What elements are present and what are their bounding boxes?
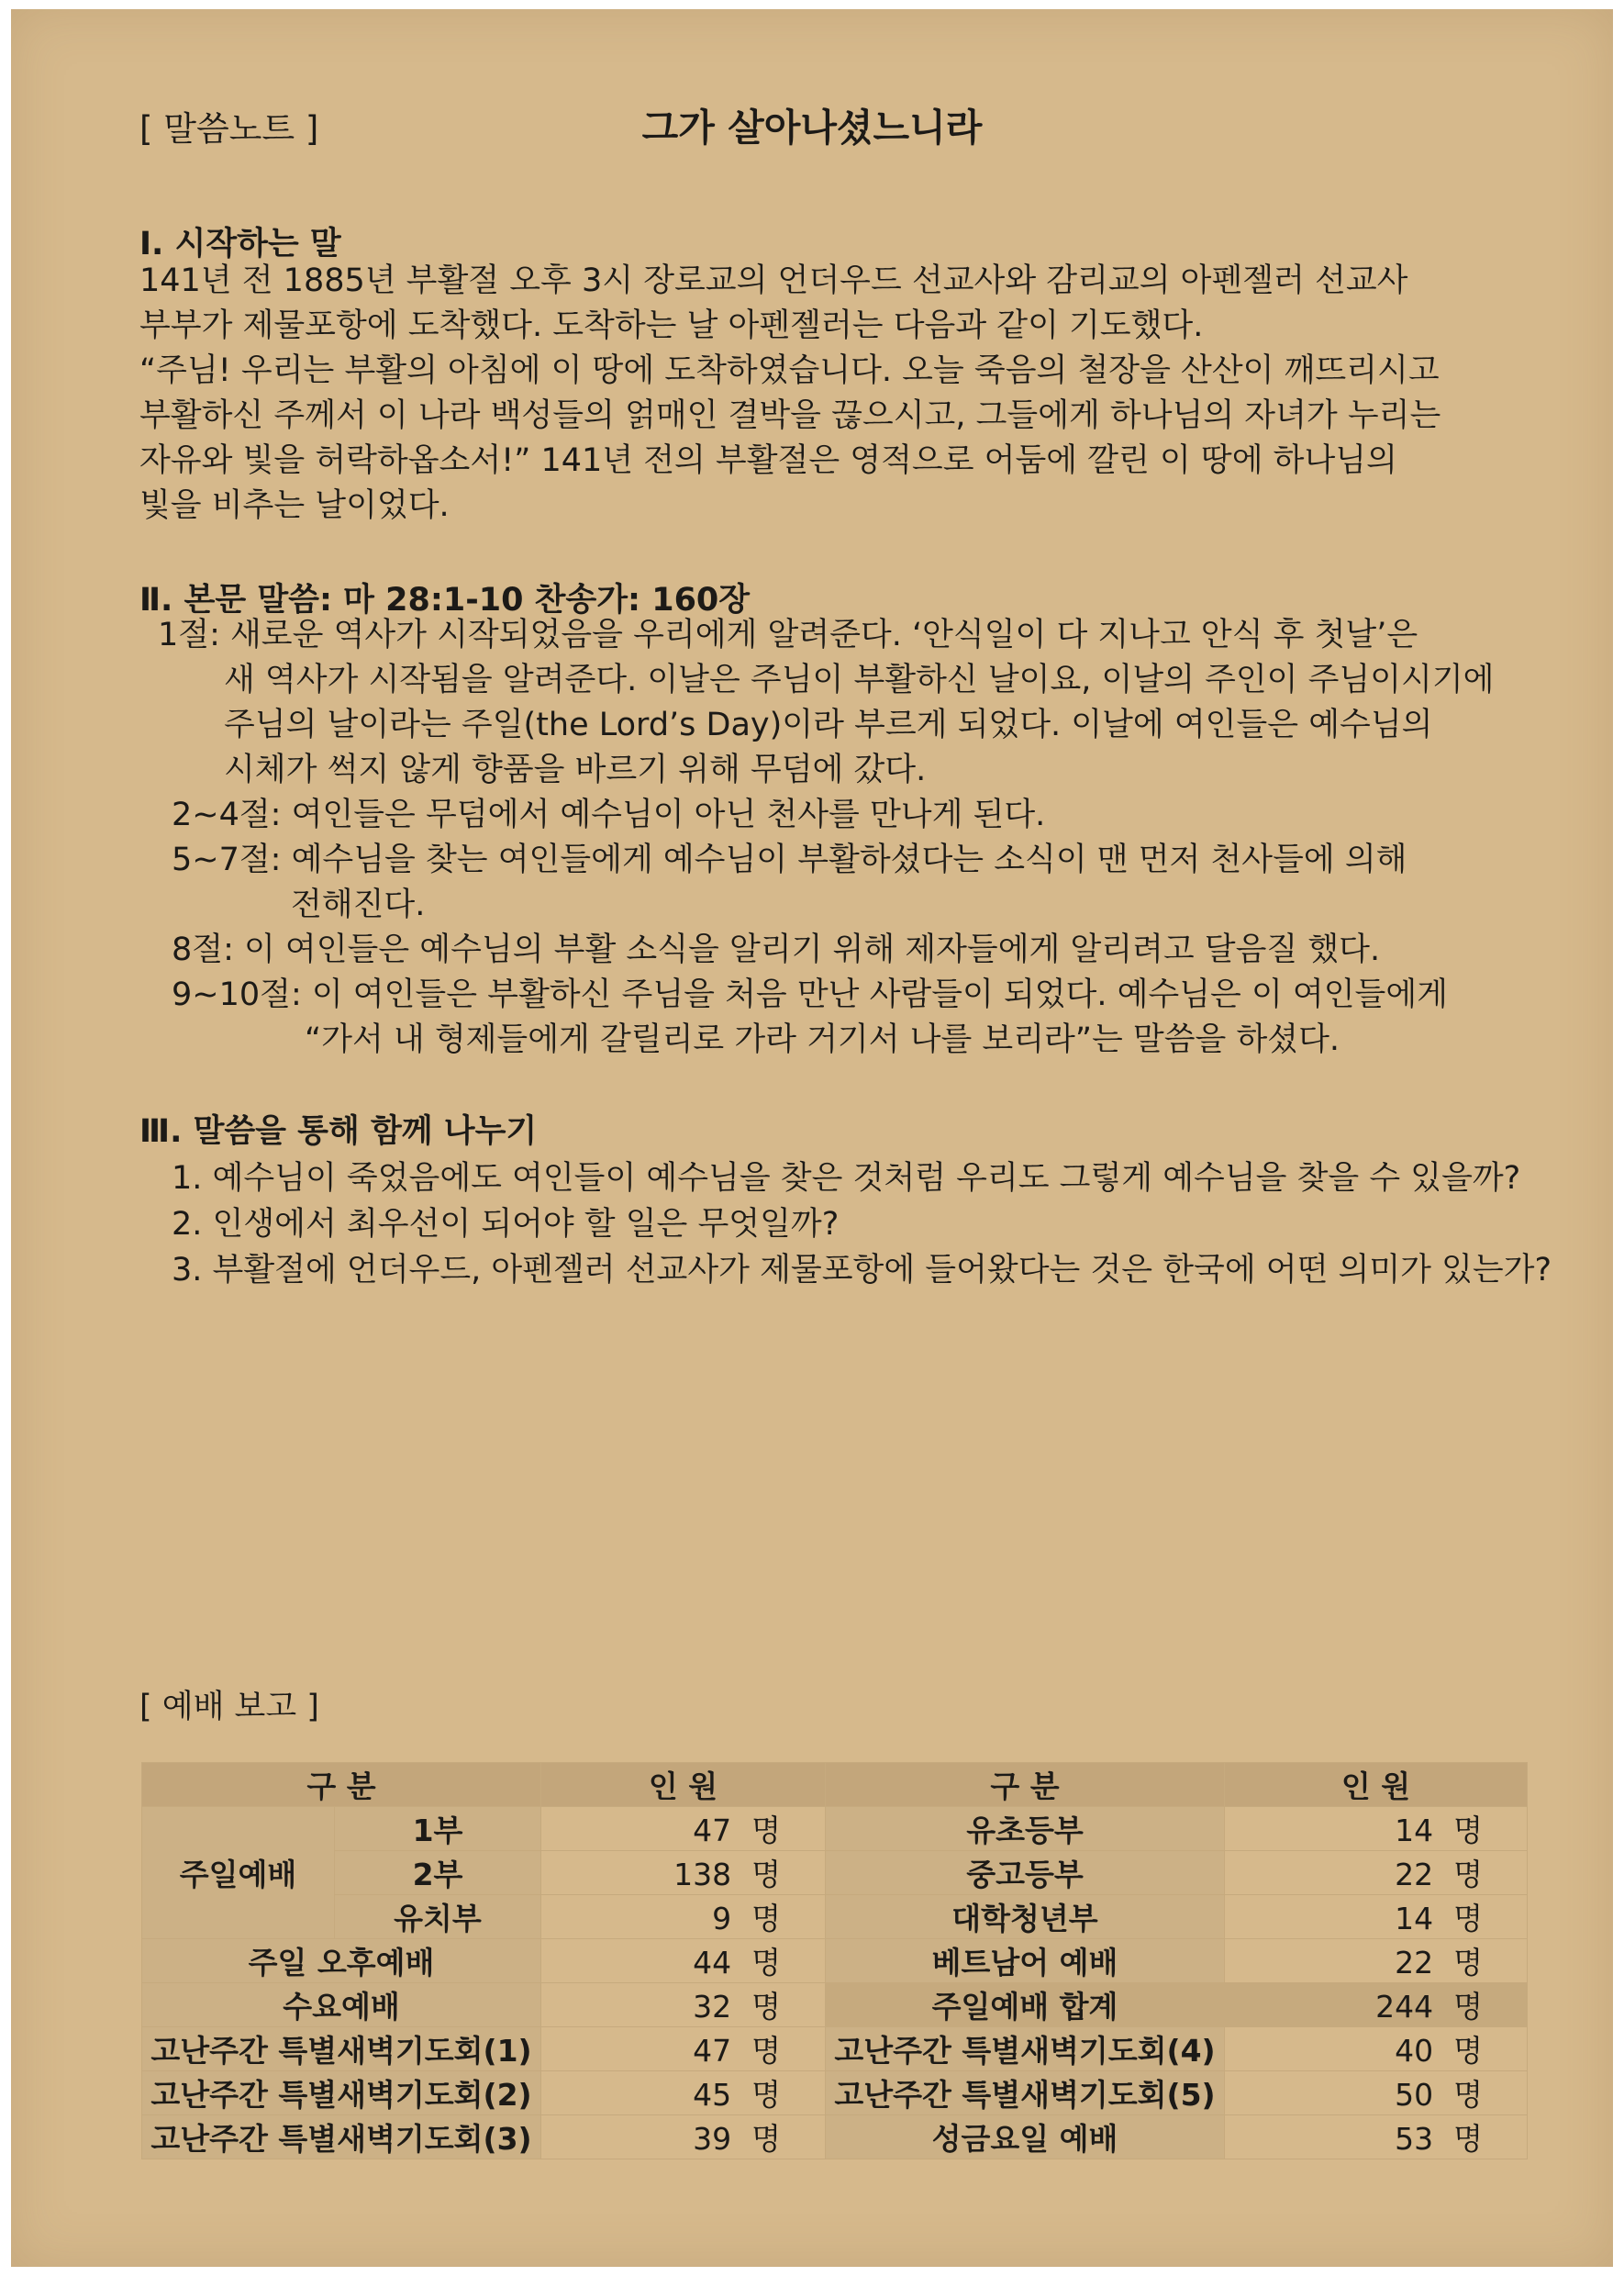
verse-1-line: 주님의 날이라는 주일(the Lord’s Day)이라 부르게 되었다. 이날에 여인들은 예수님의	[224, 707, 1433, 743]
header-category: 구 분	[142, 1763, 541, 1807]
row-value: 45 명	[541, 2071, 826, 2115]
total-value: 244 명	[1225, 1983, 1528, 2027]
worship-report-table	[141, 1762, 1528, 2159]
section1-line: 부부가 제물포항에 도착했다. 도착하는 날 아펜젤러는 다음과 같이 기도했다.	[139, 307, 1204, 344]
report-label: [ 예배 보고 ]	[139, 1689, 319, 1725]
verse-8: 8절: 이 여인들은 예수님의 부활 소식을 알리기 위해 제자들에게 알리려고 달음질 했다.	[172, 932, 1381, 968]
row-value: 22 명	[1225, 1939, 1528, 1983]
row-label: 고난주간 특별새벽기도회(4)	[826, 2027, 1225, 2071]
row-value: 32 명	[541, 1983, 826, 2027]
verse-1-line: 1절: 새로운 역사가 시작되었음을 우리에게 알려준다. ‘안식일이 다 지나고 안식 후 첫날’은	[158, 617, 1418, 653]
row-label: 유초등부	[826, 1807, 1225, 1851]
section1-line: “주님! 우리는 부활의 아침에 이 땅에 도착하였습니다. 오늘 죽음의 철장을 산산이 깨뜨리시고	[139, 352, 1440, 389]
table-row	[142, 2027, 1528, 2071]
table-row	[142, 1983, 1528, 2027]
row-label: 1부	[335, 1807, 541, 1851]
section1-line: 빛을 비추는 날이었다.	[139, 487, 450, 524]
row-value: 9 명	[541, 1895, 826, 1939]
question-item: 2. 인생에서 최우선이 되어야 할 일은 무엇일까?	[172, 1206, 840, 1243]
section1-title: Ⅰ. 시작하는 말	[139, 226, 341, 262]
row-value: 39 명	[541, 2115, 826, 2159]
row-label: 고난주간 특별새벽기도회(5)	[826, 2071, 1225, 2115]
verse-1-line: 새 역사가 시작됨을 알려준다. 이날은 주님이 부활하신 날이요, 이날의 주인이 주님이시기에	[224, 662, 1495, 698]
row-value: 14 명	[1225, 1895, 1528, 1939]
table-row	[142, 1939, 1528, 1983]
row-label: 수요예배	[142, 1983, 541, 2027]
verse-5-7-line: 5~7절: 예수님을 찾는 여인들에게 예수님이 부활하셨다는 소식이 맨 먼저 천사들에 의해	[172, 842, 1407, 878]
row-label: 2부	[335, 1851, 541, 1895]
section3-title: Ⅲ. 말씀을 통해 함께 나누기	[139, 1113, 538, 1150]
row-label: 고난주간 특별새벽기도회(1)	[142, 2027, 541, 2071]
row-value: 50 명	[1225, 2071, 1528, 2115]
section1-line: 자유와 빛을 허락하옵소서!” 141년 전의 부활절은 영적으로 어둠에 깔린 이 땅에 하나님의	[139, 442, 1397, 479]
document-title: 그가 살아나셨느니라	[641, 106, 983, 150]
table-row	[142, 1807, 1528, 1851]
row-label: 고난주간 특별새벽기도회(3)	[142, 2115, 541, 2159]
row-value: 44 명	[541, 1939, 826, 1983]
header-count: 인 원	[1225, 1763, 1528, 1807]
verse-9-10-line: “가서 내 형제들에게 갈릴리로 가라 거기서 나를 보리라”는 말씀을 하셨다.	[305, 1021, 1340, 1058]
verse-2-4: 2~4절: 여인들은 무덤에서 예수님이 아닌 천사를 만나게 된다.	[172, 797, 1046, 833]
row-value: 47 명	[541, 1807, 826, 1851]
header-label: [ 말씀노트 ]	[139, 109, 319, 149]
question-item: 3. 부활절에 언더우드, 아펜젤러 선교사가 제물포항에 들어왔다는 것은 한국에 어떤 의미가 있는가?	[172, 1252, 1552, 1289]
row-label: 중고등부	[826, 1851, 1225, 1895]
total-label: 주일예배 합계	[826, 1983, 1225, 2027]
table-row	[142, 2115, 1528, 2159]
question-item: 1. 예수님이 죽었음에도 여인들이 예수님을 찾은 것처럼 우리도 그렇게 예수님을 찾을 수 있을까?	[172, 1160, 1521, 1197]
sunday-worship-group: 주일예배	[142, 1807, 335, 1939]
row-label: 대학청년부	[826, 1895, 1225, 1939]
section1-line: 부활하신 주께서 이 나라 백성들의 얽매인 결박을 끊으시고, 그들에게 하나님의 자녀가 누리는	[139, 397, 1441, 434]
table-row	[142, 2071, 1528, 2115]
row-value: 14 명	[1225, 1807, 1528, 1851]
table-row	[142, 1895, 1528, 1939]
document-page	[11, 9, 1613, 2267]
verse-1-line: 시체가 썩지 않게 향품을 바르기 위해 무덤에 갔다.	[224, 752, 927, 788]
header-count: 인 원	[541, 1763, 826, 1807]
table-header-row	[142, 1763, 1528, 1807]
row-value: 53 명	[1225, 2115, 1528, 2159]
table-row	[142, 1851, 1528, 1895]
row-value: 47 명	[541, 2027, 826, 2071]
section2-title: Ⅱ. 본문 말씀: 마 28:1-10 찬송가: 160장	[139, 582, 751, 619]
verse-5-7-line: 전해진다.	[291, 887, 426, 923]
row-label: 베트남어 예배	[826, 1939, 1225, 1983]
row-label: 고난주간 특별새벽기도회(2)	[142, 2071, 541, 2115]
section1-body	[139, 259, 1516, 529]
verse-9-10-line: 9~10절: 이 여인들은 부활하신 주님을 처음 만난 사람들이 되었다. 예수님은 이 여인들에게	[172, 976, 1448, 1013]
row-label: 성금요일 예배	[826, 2115, 1225, 2159]
row-label: 주일 오후예배	[142, 1939, 541, 1983]
row-value: 138 명	[541, 1851, 826, 1895]
header-category: 구 분	[826, 1763, 1225, 1807]
row-value: 22 명	[1225, 1851, 1528, 1895]
section1-line: 141년 전 1885년 부활절 오후 3시 장로교의 언더우드 선교사와 감리교의 아펜젤러 선교사	[139, 262, 1408, 299]
row-value: 40 명	[1225, 2027, 1528, 2071]
row-label: 유치부	[335, 1895, 541, 1939]
